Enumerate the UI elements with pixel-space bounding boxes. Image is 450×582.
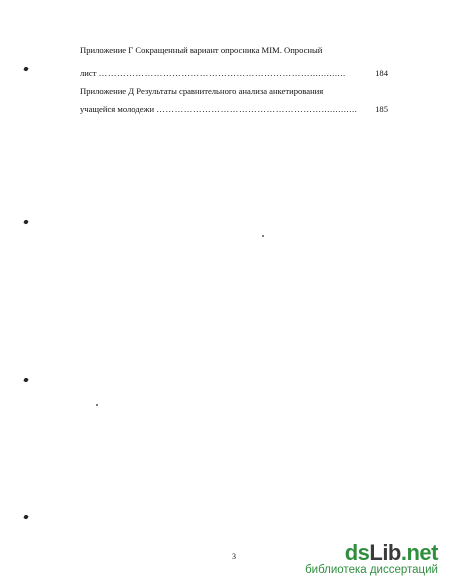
toc-entry-2-text: учащейся молодежи bbox=[80, 104, 155, 114]
toc-entry-1-text: лист bbox=[80, 68, 97, 78]
toc-entry-2-line2 bbox=[80, 104, 380, 115]
punch-hole-mark-3 bbox=[23, 377, 28, 382]
dslib-watermark bbox=[305, 540, 438, 576]
scan-speck bbox=[96, 404, 98, 406]
toc-entry-1-leader: ……………………………………………………………............. bbox=[98, 68, 346, 78]
logo-ds: ds bbox=[344, 540, 370, 565]
punch-hole-mark-4 bbox=[23, 514, 28, 519]
punch-hole-mark-1 bbox=[23, 66, 28, 71]
dslib-logo bbox=[345, 542, 438, 564]
toc-entry-2-line1: Приложение Д Результаты сравнительного анализа анкетирования bbox=[80, 86, 324, 96]
toc-entry-1-page: 184 bbox=[375, 68, 388, 78]
punch-hole-mark-2 bbox=[23, 219, 28, 224]
scan-speck bbox=[262, 235, 264, 237]
toc-entry-1-line1: Приложение Г Сокращенный вариант опросника МIМ. Опросный bbox=[80, 45, 323, 55]
logo-net: .net bbox=[400, 540, 438, 565]
watermark-subtitle: библиотека диссертаций bbox=[305, 564, 438, 576]
logo-lib: Lib bbox=[369, 540, 401, 565]
toc-entry-2-page: 185 bbox=[375, 104, 388, 114]
page-number: 3 bbox=[232, 552, 236, 561]
toc-entry-2-leader: ………………………………………………............. bbox=[156, 104, 358, 114]
toc-entry-1-line2 bbox=[80, 68, 380, 79]
